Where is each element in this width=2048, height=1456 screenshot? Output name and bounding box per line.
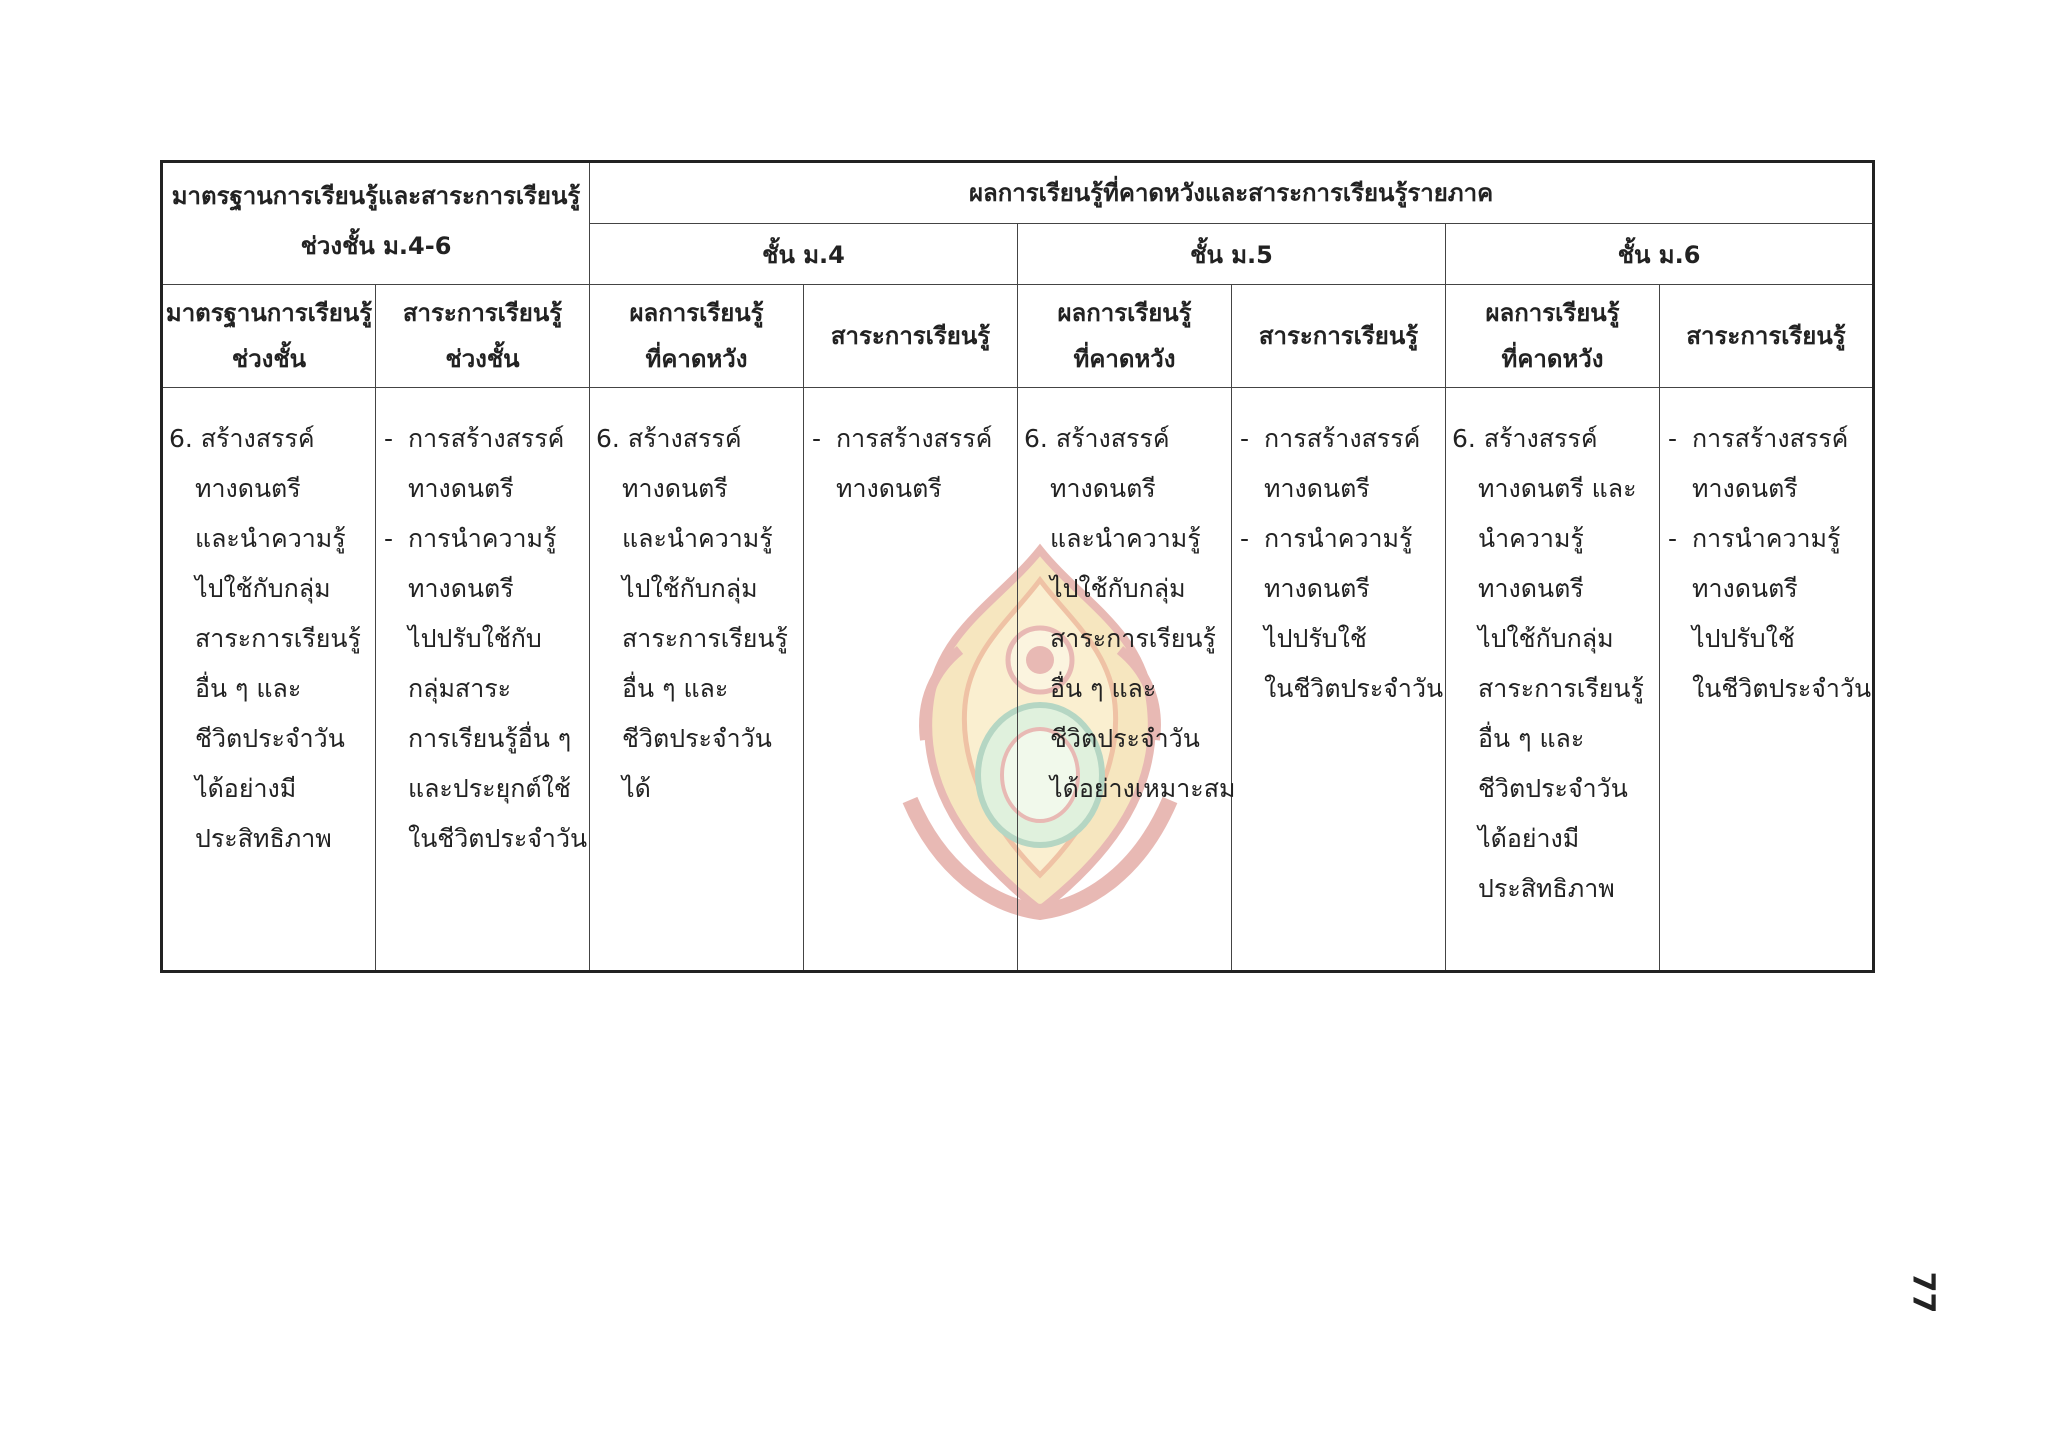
cell-line: ทางดนตรี และ [1478, 474, 1637, 503]
subheader-m6-outcome [1446, 285, 1660, 388]
cell-m5-outcome [1018, 388, 1236, 972]
cell-line: 6. สร้างสรรค์ [169, 424, 315, 453]
cell-line: สาระการเรียนรู้ [1478, 674, 1644, 703]
subheader-m4-outcome-line1: ผลการเรียนรู้ [629, 299, 764, 327]
bullet-dash: - [384, 524, 394, 553]
cell-line: และนำความรู้ [195, 524, 346, 553]
cell-line: ไปใช้กับกลุ่ม [195, 574, 331, 603]
cell-line: การสร้างสรรค์ [836, 424, 993, 453]
cell-line: ไปใช้กับกลุ่ม [1050, 574, 1186, 603]
bullet-dash: - [1240, 424, 1250, 453]
cell-m4-content [804, 388, 1018, 972]
bullet-item [382, 414, 583, 464]
subheader-content-range-line2: ช่วงชั้น [445, 345, 520, 373]
cell-line: การสร้างสรรค์ [408, 424, 565, 453]
cell-line: ทางดนตรี [1050, 474, 1156, 503]
cell-line: ทางดนตรี [1264, 474, 1370, 503]
subheader-standard-line2: ช่วงชั้น [231, 345, 307, 373]
cell-line: อื่น ๆ และ [1050, 674, 1157, 703]
bullet-item [1666, 514, 1866, 564]
cell-line: การนำความรู้ [408, 524, 557, 553]
cell-line: การสร้างสรรค์ [1264, 424, 1421, 453]
cell-line: สาระการเรียนรู้ [622, 624, 788, 653]
cell-line: ประสิทธิภาพ [195, 824, 332, 853]
bullet-item [1666, 414, 1866, 464]
subheader-m5-outcome-line2: ที่คาดหวัง [1073, 345, 1176, 373]
header-standards-title-line1: มาตรฐานการเรียนรู้และสาระการเรียนรู้ [171, 182, 581, 210]
cell-line: ชีวิตประจำวัน [1050, 724, 1200, 753]
cell-line: ได้อย่างเหมาะสม [1050, 774, 1236, 803]
cell-line: ทางดนตรี [1264, 574, 1370, 603]
bullet-dash: - [1240, 524, 1250, 553]
cell-line: ทางดนตรี [622, 474, 728, 503]
cell-line: ไปใช้กับกลุ่ม [622, 574, 758, 603]
cell-line: อื่น ๆ และ [1478, 724, 1585, 753]
cell-line: ได้อย่างมี [1478, 824, 1580, 853]
header-standards-title-line2: ช่วงชั้น ม.4-6 [300, 232, 452, 260]
cell-line: สาระการเรียนรู้ [195, 624, 361, 653]
bullet-dash: - [812, 424, 822, 453]
subheader-m4-content: สาระการเรียนรู้ [804, 285, 1018, 388]
bullet-dash: - [1668, 424, 1678, 453]
subheader-m6-outcome-line1: ผลการเรียนรู้ [1485, 299, 1620, 327]
cell-line: ในชีวิตประจำวัน [408, 824, 588, 853]
bullet-item [1238, 414, 1439, 464]
subheader-standard-line1: มาตรฐานการเรียนรู้ [165, 299, 373, 327]
cell-line: ไปปรับใช้กับ [408, 624, 542, 653]
cell-line: ประสิทธิภาพ [1478, 874, 1615, 903]
cell-line: ไปปรับใช้ [1264, 624, 1367, 653]
subheader-standard [162, 285, 376, 388]
cell-line: ได้ [622, 774, 651, 803]
cell-line: และนำความรู้ [1050, 524, 1201, 553]
cell-line: สาระการเรียนรู้ [1050, 624, 1216, 653]
cell-line: ชีวิตประจำวัน [1478, 774, 1628, 803]
subheader-content-range-line1: สาระการเรียนรู้ [402, 299, 563, 327]
cell-line: ในชีวิตประจำวัน [1692, 674, 1872, 703]
cell-line: นำความรู้ [1478, 524, 1584, 553]
cell-line: ในชีวิตประจำวัน [1264, 674, 1444, 703]
cell-line: การสร้างสรรค์ [1692, 424, 1849, 453]
cell-line: และนำความรู้ [622, 524, 773, 553]
header-standards-title [162, 162, 590, 285]
cell-content-range [376, 388, 590, 972]
header-grade-m4: ชั้น ม.4 [590, 224, 1018, 285]
subheader-m6-content: สาระการเรียนรู้ [1660, 285, 1874, 388]
header-outcomes-title: ผลการเรียนรู้ที่คาดหวังและสาระการเรียนรู้รายภาค [590, 162, 1874, 224]
cell-line: กลุ่มสาระ [408, 674, 512, 703]
cell-line: ทางดนตรี [408, 574, 514, 603]
cell-line: ทางดนตรี [195, 474, 301, 503]
cell-line: ชีวิตประจำวัน [622, 724, 772, 753]
header-grade-m5: ชั้น ม.5 [1018, 224, 1446, 285]
cell-line: อื่น ๆ และ [195, 674, 302, 703]
cell-line: ทางดนตรี [1692, 574, 1798, 603]
subheader-m5-outcome [1018, 285, 1232, 388]
subheader-m4-outcome [590, 285, 804, 388]
page-number: 77 [1905, 1271, 1941, 1314]
subheader-m6-outcome-line2: ที่คาดหวัง [1501, 345, 1604, 373]
cell-line: ไปปรับใช้ [1692, 624, 1795, 653]
cell-line: 6. สร้างสรรค์ [1452, 424, 1598, 453]
cell-line: ทางดนตรี [1478, 574, 1584, 603]
subheader-m4-outcome-line2: ที่คาดหวัง [645, 345, 748, 373]
bullet-item [382, 514, 583, 564]
subheader-content-range [376, 285, 590, 388]
cell-m5-content [1232, 388, 1446, 972]
cell-m4-outcome [590, 388, 804, 972]
cell-line: ทางดนตรี [1692, 474, 1798, 503]
bullet-item [1238, 514, 1439, 564]
bullet-dash: - [1668, 524, 1678, 553]
cell-line: ไปใช้กับกลุ่ม [1478, 624, 1614, 653]
header-grade-m6: ชั้น ม.6 [1446, 224, 1874, 285]
cell-line: ได้อย่างมี [195, 774, 297, 803]
subheader-m5-outcome-line1: ผลการเรียนรู้ [1057, 299, 1192, 327]
curriculum-table [160, 160, 1875, 973]
bullet-dash: - [384, 424, 394, 453]
cell-line: อื่น ๆ และ [622, 674, 729, 703]
cell-m6-outcome [1446, 388, 1660, 972]
cell-line: และประยุกต์ใช้ [408, 774, 571, 803]
cell-line: การนำความรู้ [1264, 524, 1413, 553]
cell-line: ทางดนตรี [836, 474, 942, 503]
cell-m6-content [1660, 388, 1874, 972]
subheader-m5-content: สาระการเรียนรู้ [1232, 285, 1446, 388]
cell-line: การนำความรู้ [1692, 524, 1841, 553]
cell-line: การเรียนรู้อื่น ๆ [408, 724, 572, 753]
cell-line: ทางดนตรี [408, 474, 514, 503]
cell-line: 6. สร้างสรรค์ [596, 424, 742, 453]
cell-standard [162, 388, 376, 972]
bullet-item [810, 414, 1011, 464]
cell-line: 6. สร้างสรรค์ [1024, 424, 1170, 453]
cell-line: ชีวิตประจำวัน [195, 724, 345, 753]
